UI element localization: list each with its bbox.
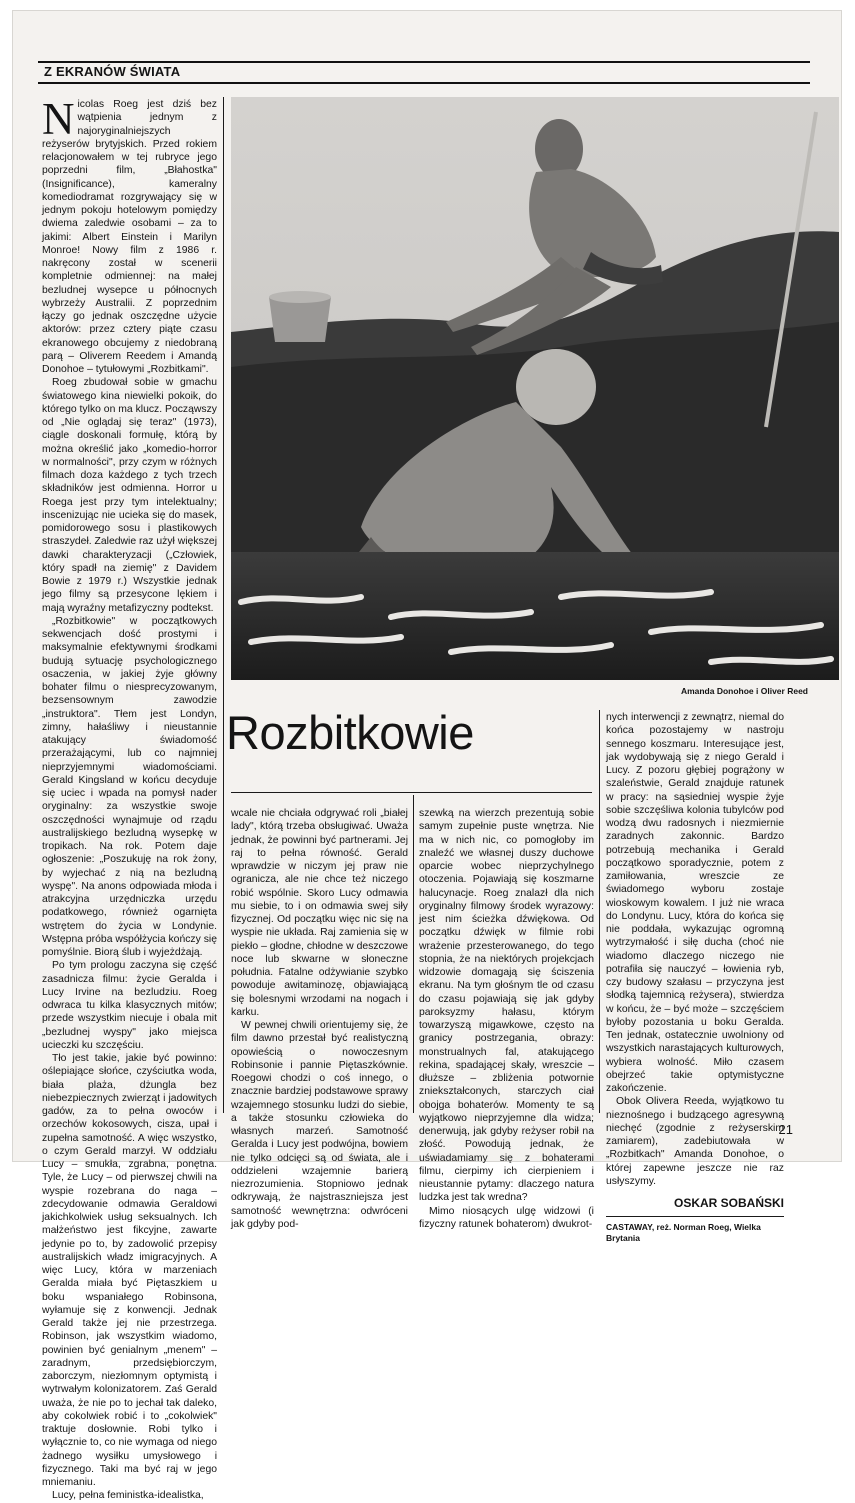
paragraph: Obok Olivera Reeda, wyjątkowo tu nieznośnego i budzącego agresywną niechęć (zgodnie z reżyserskim zamiarem), zadebiutowała w „Rozbitkach" Amanda Donohoe, o której zapewne jeszcze nie raz usłyszymy.: [606, 1096, 784, 1187]
headline-rule: [231, 792, 592, 793]
article-column-3: [419, 807, 594, 1230]
paragraph: Tło jest takie, jakie być powinno: oślepiające słońce, czyściutka woda, biała plaża, dżungla bez niebezpiecznych zwierząt i jadowitych gadów, za to pełna owoców i orzechów kokosowych, cisza, upał i zupełna samotność. A więc wszystko, o czym Gerald marzył. W oddziału Lucy – smukła, zgrabna, ponętna. Tyle, że Lucy – od pierwszej chwili na wyspie rozebrana do naga – zdecydowanie odmawia Geraldowi jakichkolwiek usług seksualnych. Ich małżeństwo jest fikcyjne, zawarte jedynie po to, by zadowolić przepisy australijskich władz imigracyjnych. A więc Lucy, która w marzeniach Geralda miała być Piętaszkiem u boku wspaniałego Robinsona, wyłamuje się z konwencji. Jednak Gerald także jej nie przestrzega. Robinson, jak wszystkim wiadomo, powinien być genialnym „menem" – zaradnym, przedsiębiorczym, zaborczym, niezłomnym optymistą i wytrwałym kolonizatorem. Zaś Gerald uważa, że nie po to jechał tak daleko, aby cokolwiek robić i to „cokolwiek" traktuje dosłownie. Robi tylko i wyłącznie to, co nie wymaga od niego żadnego wysiłku umysłowego i fizycznego. Taki ma być raj w jego mniemaniu.: [42, 1053, 217, 1488]
paragraph: „Rozbitkowie" w początkowych sekwencjach dość prostymi i maksymalnie efektywnymi środkami budują sytuację psychologicznego osaczenia, w jakiej żyje główny bohater filmu o niesprecyzowanym, bezsensownym zawodzie „instruktora". Tłem jest Londyn, zimny, hałaśliwy i nieustannie atakujący świadomość przerażającymi, lub co najmniej nieprzyjemnymi wiadomościami. Gerald Kingsland w końcu decyduje się uciec i wpada na pomysł nader oryginalny: za wszystkie swoje oszczędności wynajmuje od rządu australijskiego bezludną wysepkę w tropikach. Na rok. Potem daje ogłoszenie: „Poszukuję na rok żony, by wyjechać z nią na bezludną wyspę". Na anons odpowiada młoda i atrakcyjna urzędniczka urzędu podatkowego, również ogarnięta wstrętem do życia w Londynie. Wstępna próba współżycia kończy się pomyślnie. Biorą ślub i wyjeżdżają.: [42, 615, 217, 958]
film-credit: CASTAWAY, reż. Norman Roeg, Wielka Brytania: [606, 1222, 761, 1243]
photo-illustration: [231, 97, 839, 680]
paragraph: Roeg zbudował sobie w gmachu światowego kina niewielki pokoik, do którego tylko on ma klucz. Począwszy od „Nie oglądaj się teraz" (1973), ciągle doskonali formułę, którą by można określić jako „komedio-horror w normalności", przy czym w różnych filmach doza każdego z tych trzech składników jest odmienna. Horror u Roega jest przy tym intelektualny; inscenizując nie ucieka się do masek, pomidorowego sosu i plastikowych straszydeł. Zaledwie raz użył większej dawki charakteryzacji („Człowiek, który spadł na ziemię" z Davidem Bowie z 1979 r.) Wszystkie jednak jego filmy są przesycone lękiem i mają wyraźny metafizyczny podtekst.: [42, 377, 217, 614]
page-number: 21: [778, 1122, 793, 1137]
section-top-rule: [38, 61, 810, 63]
lead-paragraph: [42, 94, 217, 376]
paragraph: W pewnej chwili orientujemy się, że film dawno przestał być realistyczną opowieścią o nowoczesnym Robinsonie i pannie Piętaszkównie. Roegowi chodzi o coś innego, o znacznie bardziej podstawowe sprawy wzajemnego stosunku ludzi do siebie, a także stosunku człowieka do własnych marzeń. Samotność Geralda i Lucy jest podwójna, bowiem nie tylko odcięci są od świata, ale i oddzieleni wzajemnie barierą niezrozumienia. Stopniowo jednak odkrywają, że najstraszniejsza jest samotność wewnętrzna: odwróceni jak gdyby pod-: [231, 1020, 408, 1230]
photo-caption: Amanda Donohoe i Oliver Reed: [680, 686, 808, 696]
credit-rule: [606, 1216, 784, 1217]
film-still-photo: [231, 97, 839, 680]
paragraph: nych interwencji z zewnątrz, niemal do końca pozostajemy w nastroju sennego koszmaru. Interesujące jest, jak wydobywają się z niego Gerald i Lucy. Z pozoru głębiej pogrążony w szaleństwie, Gerald znajduje ratunek w pracy: na sąsiedniej wyspie żyje sobie szczęśliwa kolonia tubylców pod wodzą dwu radosnych i niezmiernie zaradnych zakonnic. Bardzo potrzebują mechanika i Gerald początkowo sporadycznie, potem z zamiłowania, wreszcie ze świadomego wyboru zostaje wioskowym kowalem. I już nie wraca do Londynu. Lucy, która do końca się nie poddała, wykazując ogromną wytrzymałość i siłę ducha (choć nie wiadomo dlaczego niczego nie potrafiła się nauczyć – łowienia ryb, czy budowy szałasu – przyczyna jest słodką tajemnicą reżysera), stwierdza w końcu, że – być może – szczęściem byłoby pozostania u boku Geralda. Ten jednak, ostatecznie uwolniony od wszystkich narastających kulturowych, wybiera wolność. Miło czasem obejrzeć takie optymistyczne zakończenie.: [606, 712, 784, 1094]
column-rule: [223, 97, 224, 1113]
article-column-4: [606, 711, 784, 1243]
paragraph: szewką na wierzch prezentują sobie samym zupełnie puste wnętrza. Nie ma w nich nic, co pomogłoby im znaleźć we własnej duszy duchowe oparcie wobec nieprzychylnego otoczenia. Pojawiają się koszmarne halucynacje. Roeg znalazł dla nich oryginalny filmowy środek wyrazowy: jest nim ścieżka dźwiękowa. Od początku dźwięk w filmie robi wrażenie przesterowanego, do tego stopnia, że na niektórych projekcjach widzowie domagają się ściszenia ekranu. Na tym głośnym tle od czasu do czasu pojawiają się jak gdyby paroksyzmy hałasu, którym towarzyszą migawkowe, często na granicy postrzegania, obrazy: monstrualnych fal, atakującego rekina, spadającej skały, wreszcie – dłuższe – zbliżenia potwornie zniekształconych, starczych ciał obojga bohaterów. Momenty te są wyjątkowo nieprzyjemne dla widza; denerwują, jak gdyby reżyser robił na złość. Powodują jednak, że uświadamiamy się z bohaterami filmu, cierpimy ich cierpieniem i nieustannie pytamy: dlaczego natura ludzka jest tak wredna?: [419, 808, 594, 1204]
section-title: Z EKRANÓW ŚWIATA: [44, 64, 181, 79]
article-column-1: [42, 94, 217, 1502]
paragraph: wcale nie chciała odgrywać roli „białej lady", którą trzeba obsługiwać. Uważa jednak, że powinni być partnerami. Jej raj to pełna równość. Gerald wprawdzie w niczym jej praw nie ogranicza, ale nie chce też niczego robić wspólnie. Skoro Lucy odmawia mu siebie, to i on odmawia swej siły fizycznej. Od początku więc nic się na wyspie nie układa. Raj zamienia się w piekło – głodne, chłodne w deszczowe noce lub skwarne w słoneczne południa. Fatalne odżywianie szybko powoduje awitaminozę, objawiającą się bolesnymi wrzodami na nogach i karku.: [231, 808, 408, 1018]
section-bottom-rule: [38, 82, 810, 84]
paragraph: Po tym prologu zaczyna się część zasadnicza filmu: życie Geralda i Lucy Irvine na bezludziu. Roeg odwraca tu kilka klasycznych mitów; przede wszystkim niecuje i obala mit „bezludnej wyspy" jako miejsca ucieczki ku szczęściu.: [42, 960, 217, 1051]
drop-cap: N: [42, 94, 75, 144]
article-headline: Rozbitkowie: [226, 706, 474, 759]
column-rule: [599, 710, 600, 1113]
paragraph: Mimo niosących ulgę widzowi (i fizyczny ratunek bohaterom) dwukrot-: [419, 1205, 594, 1230]
article-column-2: [231, 807, 408, 1230]
paragraph-text: icolas Roeg jest dziś bez wątpienia jednym z najoryginalniejszych reżyserów brytyjskich. Przed rokiem relacjonowałem w tej rubryce jego poprzedni film, „Błahostka" (Insignificance), kameralny komediodramat rozgrywający się w jednym pokoju hotelowym pomiędzy dwiema zaledwie osobami – za to jakimi: Albert Einstein i Marilyn Monroe! Nowy film z 1986 r. nakręcony został w scenerii kompletnie odmiennej: na małej bezludnej wysepce u północnych wybrzeży Australii. Z poprzednim łączy go jednak oszczędne użycie aktorów: przez cztery piąte czasu ekranowego obcujemy z niedobraną parą – Oliverem Reedem i Amandą Donohoe – tytułowymi „Rozbitkami".: [42, 99, 217, 375]
column-rule: [413, 795, 414, 1113]
author-byline: OSKAR SOBAŃSKI: [673, 1196, 784, 1210]
paragraph: Lucy, pełna feministka-idealistka,: [52, 1490, 204, 1502]
